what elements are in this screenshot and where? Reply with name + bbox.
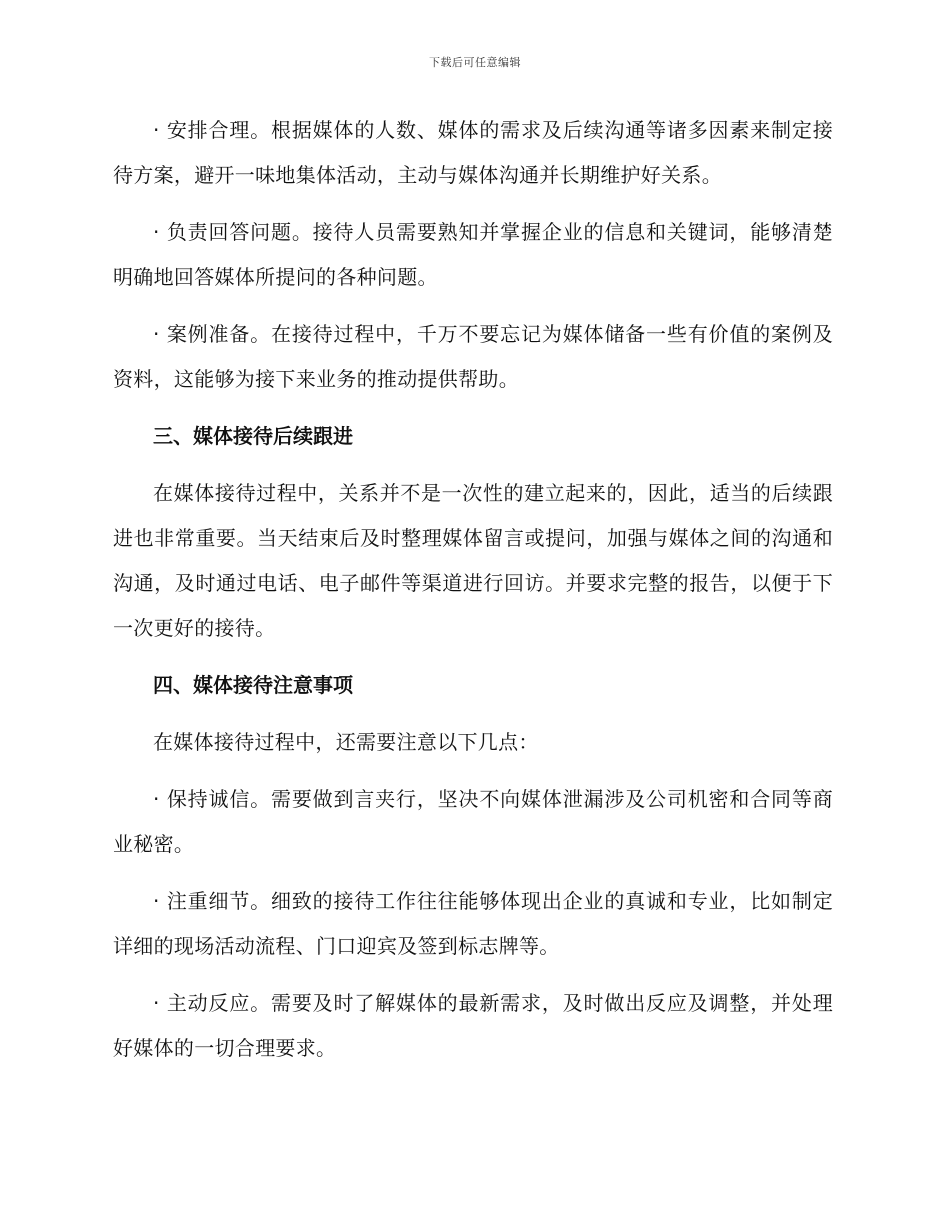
page-header: 下载后可任意编辑 bbox=[429, 56, 521, 69]
bullet-paragraph-answer-questions: · 负责回答问题。接待人员需要熟知并掌握企业的信息和关键词，能够清楚明确地回答媒体所提问的各种问题。 bbox=[113, 220, 833, 289]
section-heading-notes: 四、媒体接待注意事项 bbox=[153, 673, 353, 697]
paragraph-notes-intro: 在媒体接待过程中，还需要注意以下几点： bbox=[153, 730, 539, 754]
document-body bbox=[113, 108, 833, 1083]
bullet-paragraph-details: · 注重细节。细致的接待工作往往能够体现出企业的真诚和专业，比如制定详细的现场活动流程、门口迎宾及签到标志牌等。 bbox=[113, 889, 833, 958]
bullet-paragraph-arrangement: · 安排合理。根据媒体的人数、媒体的需求及后续沟通等诸多因素来制定接待方案，避开一味地集体活动，主动与媒体沟通并长期维护好关系。 bbox=[113, 118, 833, 187]
bullet-paragraph-case-preparation: · 案例准备。在接待过程中，千万不要忘记为媒体储备一些有价值的案例及资料，这能够为接下来业务的推动提供帮助。 bbox=[113, 322, 833, 391]
bullet-paragraph-proactive: · 主动反应。需要及时了解媒体的最新需求，及时做出反应及调整，并处理好媒体的一切合理要求。 bbox=[113, 991, 833, 1060]
bullet-paragraph-integrity: · 保持诚信。需要做到言夹行，坚决不向媒体泄漏涉及公司机密和合同等商业秘密。 bbox=[113, 787, 833, 856]
paragraph-follow-up: 在媒体接待过程中，关系并不是一次性的建立起来的，因此，适当的后续跟进也非常重要。当天结束后及时整理媒体留言或提问，加强与媒体之间的沟通和沟通，及时通过电话、电子邮件等渠道进行回访。并要求完整的报告，以便于下一次更好的接待。 bbox=[113, 481, 833, 640]
section-heading-follow-up: 三、媒体接待后续跟进 bbox=[153, 424, 353, 448]
